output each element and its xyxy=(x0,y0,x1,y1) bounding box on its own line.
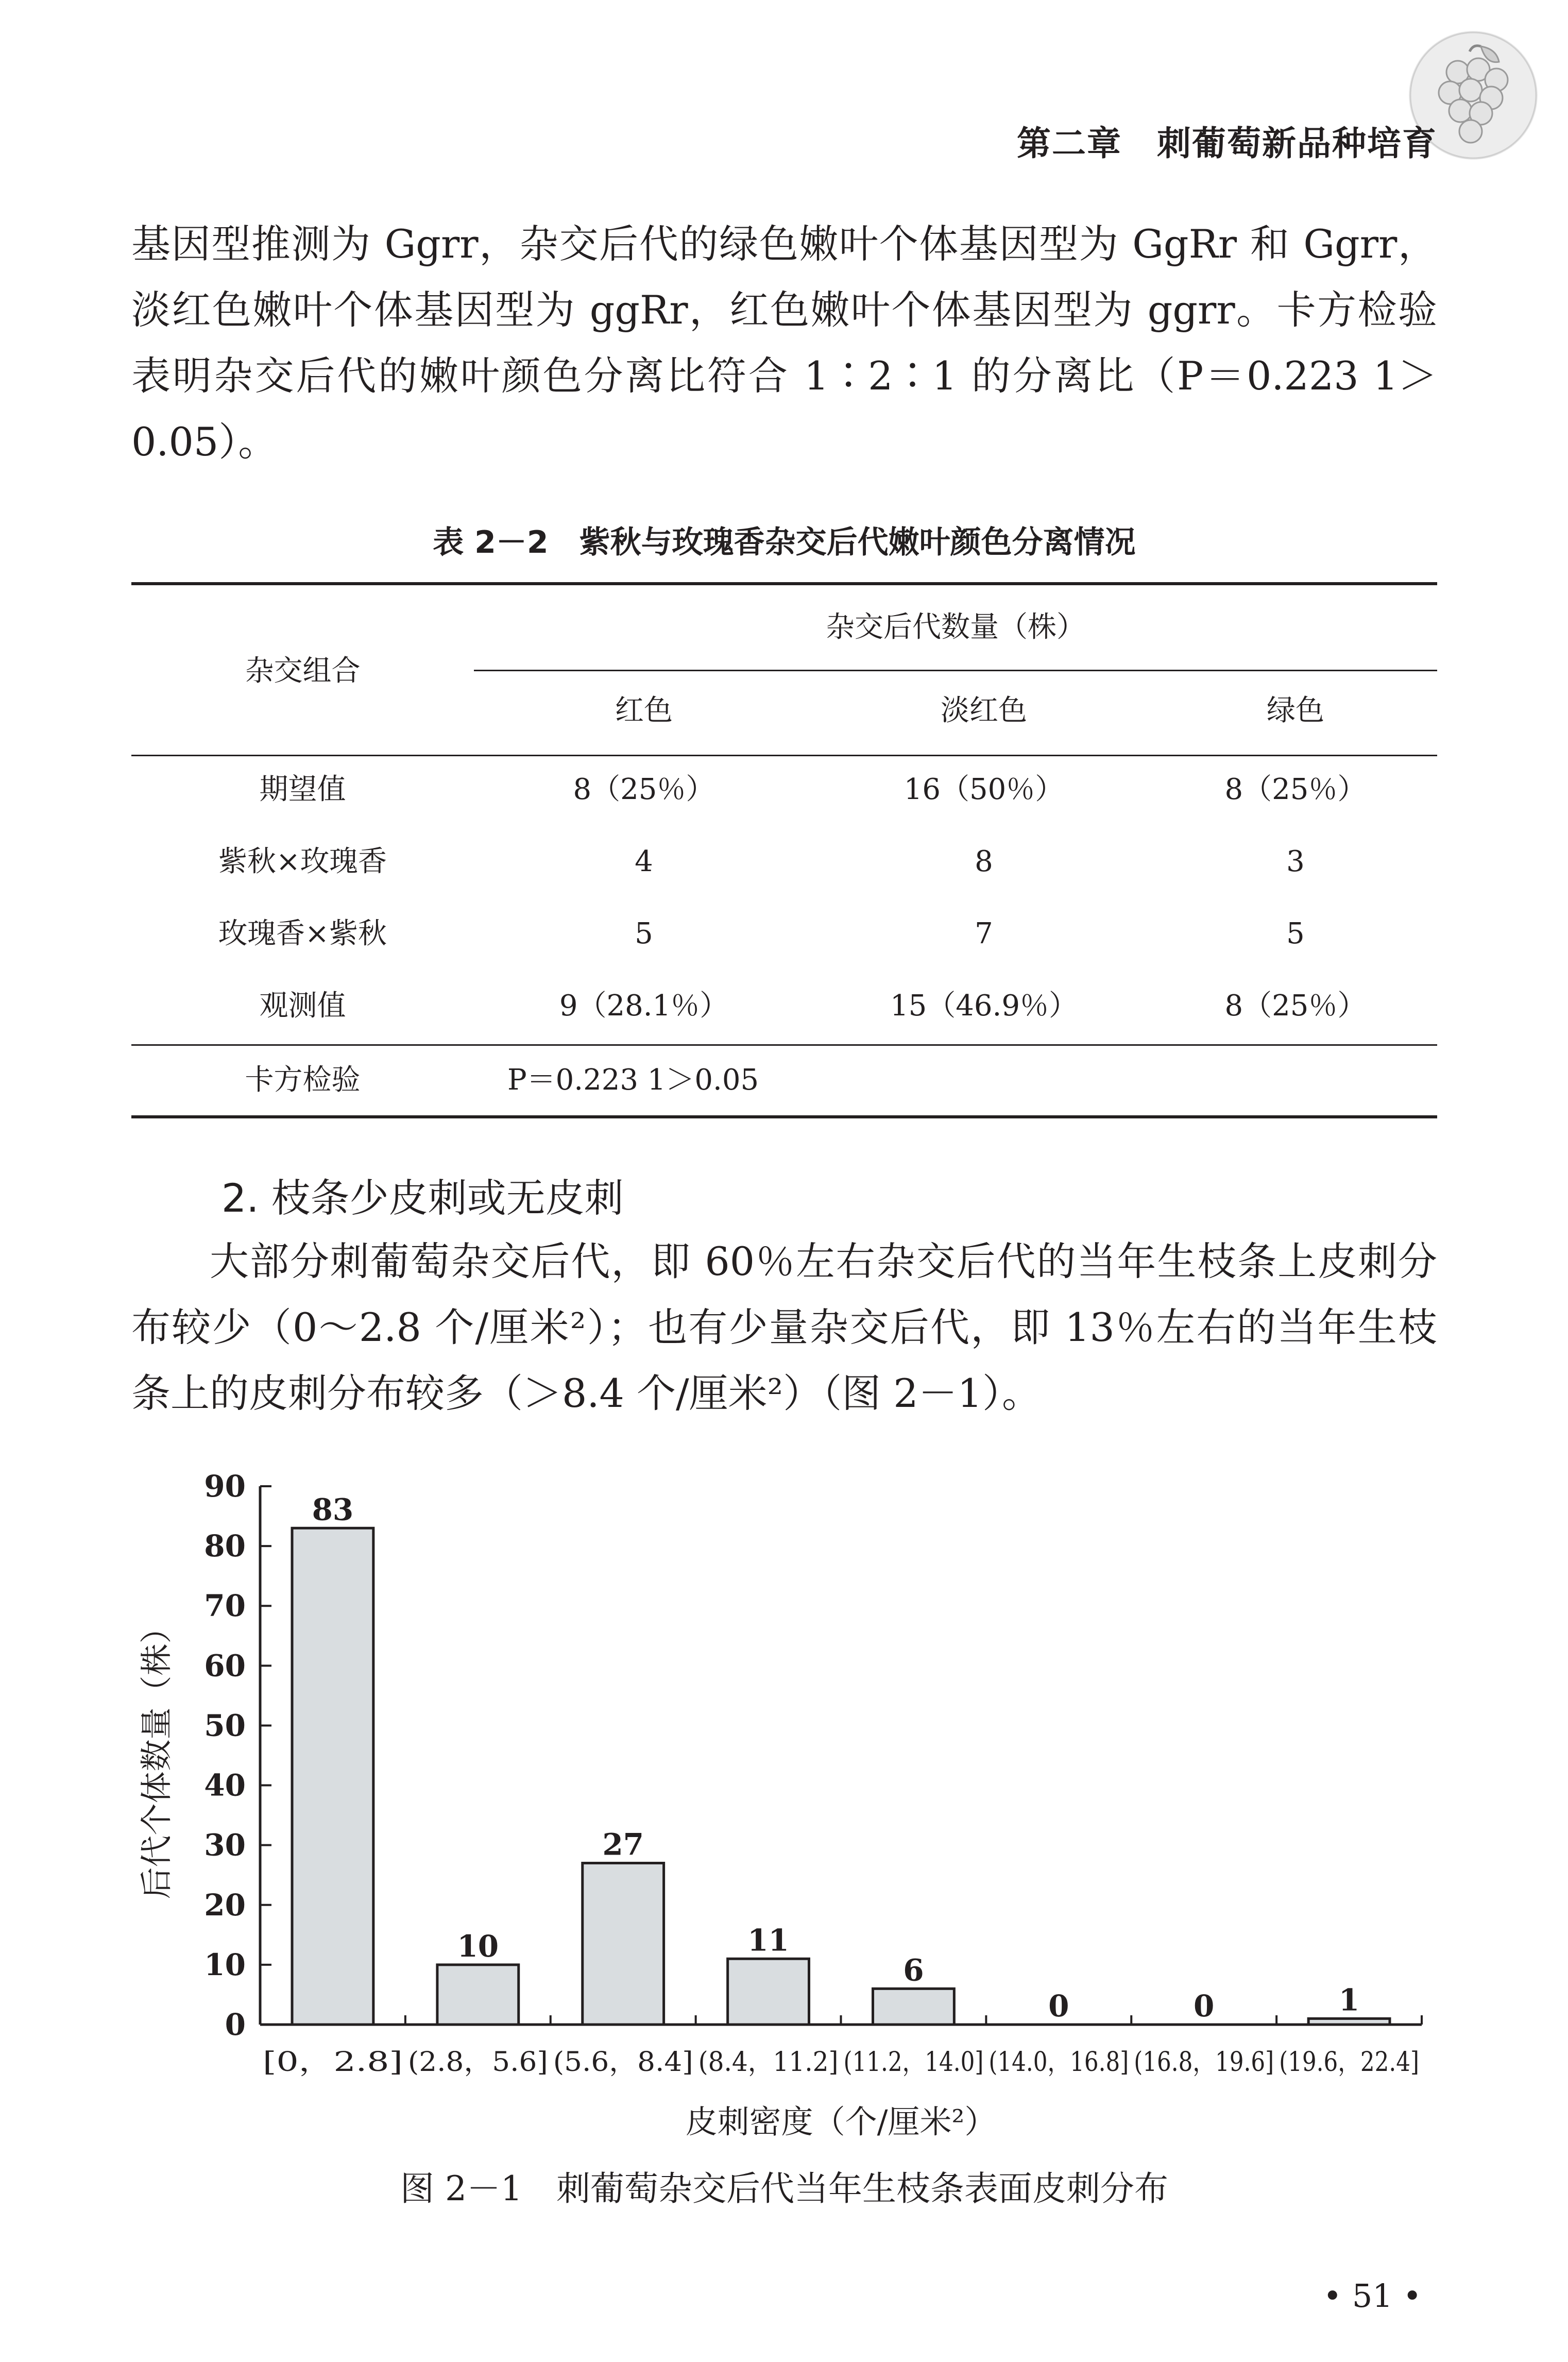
table-title: 表 2－2 紫秋与玫瑰香杂交后代嫩叶颜色分离情况 xyxy=(433,524,1136,560)
cell-green: 3 xyxy=(1286,845,1305,878)
row-label: 紫秋×玫瑰香 xyxy=(218,845,387,878)
category-label: (5.6，8.4] xyxy=(553,2047,693,2078)
header-cross-combination: 杂交组合 xyxy=(245,654,361,688)
data-label: 6 xyxy=(903,1952,924,1988)
cell-red: 4 xyxy=(635,845,653,878)
bar xyxy=(873,1989,955,2025)
data-label: 0 xyxy=(1194,1989,1215,2024)
cell-light-red: 7 xyxy=(975,917,993,950)
bar xyxy=(437,1965,519,2025)
header-green: 绿色 xyxy=(1267,694,1324,727)
cell-light-red: 8 xyxy=(975,845,993,878)
data-label: 83 xyxy=(312,1492,354,1527)
y-tick-label: 10 xyxy=(204,1947,246,1982)
cell-red: 8（25％） xyxy=(573,773,715,806)
chi-square-label: 卡方检验 xyxy=(245,1063,361,1097)
y-tick-label: 0 xyxy=(225,2007,246,2042)
cell-light-red: 16（50％） xyxy=(904,773,1064,806)
chi-square-value: P＝0.223 1＞0.05 xyxy=(507,1063,759,1097)
y-tick-label: 70 xyxy=(204,1588,246,1624)
cell-light-red: 15（46.9％） xyxy=(890,989,1078,1023)
table-bottom-rule xyxy=(131,1115,1437,1118)
cell-green: 8（25％） xyxy=(1224,989,1367,1023)
category-label: (11.2，14.0] xyxy=(843,2047,984,2078)
y-tick-label: 80 xyxy=(204,1528,246,1564)
cell-red: 5 xyxy=(635,917,653,950)
bar xyxy=(292,1528,373,2025)
category-label: (14.0，16.8] xyxy=(988,2047,1129,2078)
table-chi-rule xyxy=(131,1044,1437,1046)
data-label: 10 xyxy=(457,1928,499,1964)
x-axis-title: 皮刺密度（个/厘米²） xyxy=(685,2103,997,2140)
cell-green: 5 xyxy=(1286,917,1305,950)
data-label: 1 xyxy=(1338,1982,1360,2018)
figure-caption: 图 2－1 刺葡萄杂交后代当年生枝条表面皮刺分布 xyxy=(400,2169,1168,2208)
page-number: • 51 • xyxy=(1323,2277,1422,2315)
bar xyxy=(583,1863,664,2025)
y-tick-label: 30 xyxy=(204,1827,246,1863)
y-tick-label: 60 xyxy=(204,1648,246,1684)
bar xyxy=(728,1959,809,2025)
header-red: 红色 xyxy=(615,694,673,727)
data-label: 27 xyxy=(602,1827,644,1862)
bar xyxy=(1308,2018,1390,2025)
data-label: 0 xyxy=(1048,1989,1069,2024)
cell-red: 9（28.1％） xyxy=(559,989,729,1023)
row-label: 观测值 xyxy=(259,989,346,1023)
table-span-rule xyxy=(474,670,1437,671)
category-label: [0，2.8] xyxy=(263,2047,403,2078)
y-tick-label: 90 xyxy=(204,1469,246,1504)
category-label: (2.8，5.6] xyxy=(407,2047,548,2078)
y-tick-label: 50 xyxy=(204,1708,246,1743)
y-tick-label: 20 xyxy=(204,1887,246,1923)
table-header-rule xyxy=(131,755,1437,756)
category-label: (8.4，11.2] xyxy=(698,2047,839,2078)
header-offspring-count: 杂交后代数量（株） xyxy=(826,610,1085,644)
row-label: 期望值 xyxy=(259,773,346,806)
category-label: (16.8，19.6] xyxy=(1134,2047,1274,2078)
y-axis-title: 后代个体数量（株） xyxy=(138,1611,175,1899)
spine-density-bar-chart xyxy=(124,1458,1453,2153)
cell-green: 8（25％） xyxy=(1224,773,1367,806)
row-label: 玫瑰香×紫秋 xyxy=(218,917,387,950)
category-label: (19.6，22.4] xyxy=(1279,2047,1419,2078)
header-light-red: 淡红色 xyxy=(941,694,1027,727)
running-header: 第二章 刺葡萄新品种培育 xyxy=(1017,124,1437,163)
body-paragraph-1: 基因型推测为 Ggrr，杂交后代的绿色嫩叶个体基因型为 GgRr 和 Ggrr，淡红色嫩叶个体基因型为 ggRr，红色嫩叶个体基因型为 ggrr。卡方检验表明杂交后代的嫩叶颜色分离比符合 1∶2∶1 的分离比（P＝0.223 1＞0.05）。 xyxy=(131,221,1437,465)
data-label: 11 xyxy=(747,1923,789,1958)
table-top-rule xyxy=(131,582,1437,585)
section-heading: 2. 枝条少皮刺或无皮刺 xyxy=(221,1175,624,1221)
body-paragraph-2: 大部分刺葡萄杂交后代，即 60％左右杂交后代的当年生枝条上皮刺分布较少（0～2.8 个/厘米²）；也有少量杂交后代，即 13％左右的当年生枝条上的皮刺分布较多（＞8.4 个/厘米²）（图 2－1）。 xyxy=(131,1238,1437,1416)
y-tick-label: 40 xyxy=(204,1768,246,1803)
